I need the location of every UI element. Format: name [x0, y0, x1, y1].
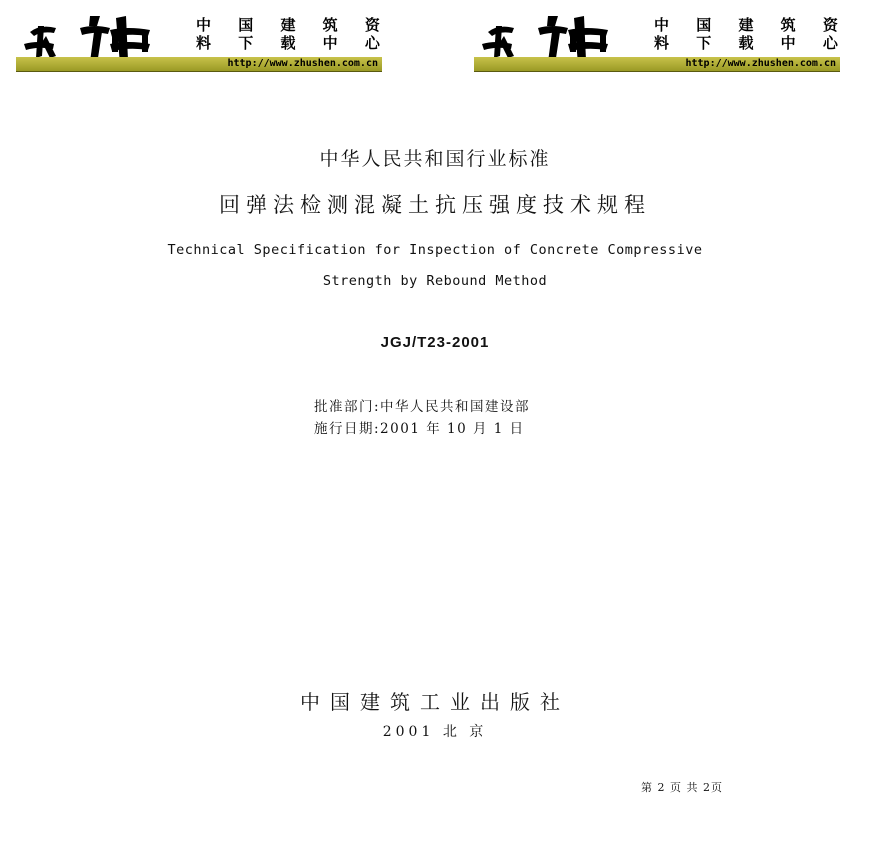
- logo-brand-line2: 料 下 载 中 心: [196, 34, 391, 52]
- logo-brand-line1: 中 国 建 筑 资: [196, 16, 391, 34]
- logo-url-bar: [474, 57, 840, 72]
- logo-brand-chars: [654, 16, 849, 52]
- page-indicator: 第 2 页 共 2页: [641, 781, 723, 794]
- effective-date: 施行日期:2001 年 10 月 1 日: [314, 421, 525, 437]
- publish-year-place: 2001 北 京: [382, 724, 488, 740]
- logo-url-bar: [16, 57, 382, 72]
- logo-brand-line2: 料 下 载 中 心: [654, 34, 849, 52]
- standard-code: JGJ/T23-2001: [380, 334, 490, 351]
- document-title-en-line2: Strength by Rebound Method: [322, 273, 548, 289]
- logo-brand-line1: 中 国 建 筑 资: [654, 16, 849, 34]
- approval-department: 批准部门:中华人民共和国建设部: [314, 399, 531, 415]
- site-logo-left[interactable]: [16, 10, 391, 74]
- publisher-name: 中国建筑工业出版社: [300, 690, 570, 714]
- site-logo-right[interactable]: [474, 10, 849, 74]
- logo-brand-chars: [196, 16, 391, 52]
- document-title-zh: 回弹法检测混凝土抗压强度技术规程: [219, 193, 651, 217]
- logo-url-link[interactable]: http://www.zhushen.com.cn: [227, 58, 378, 69]
- logo-url-link[interactable]: http://www.zhushen.com.cn: [685, 58, 836, 69]
- standard-type: 中华人民共和国行业标准: [319, 148, 551, 170]
- document-title-en-line1: Technical Specification for Inspection of Concrete Compressive: [167, 242, 703, 258]
